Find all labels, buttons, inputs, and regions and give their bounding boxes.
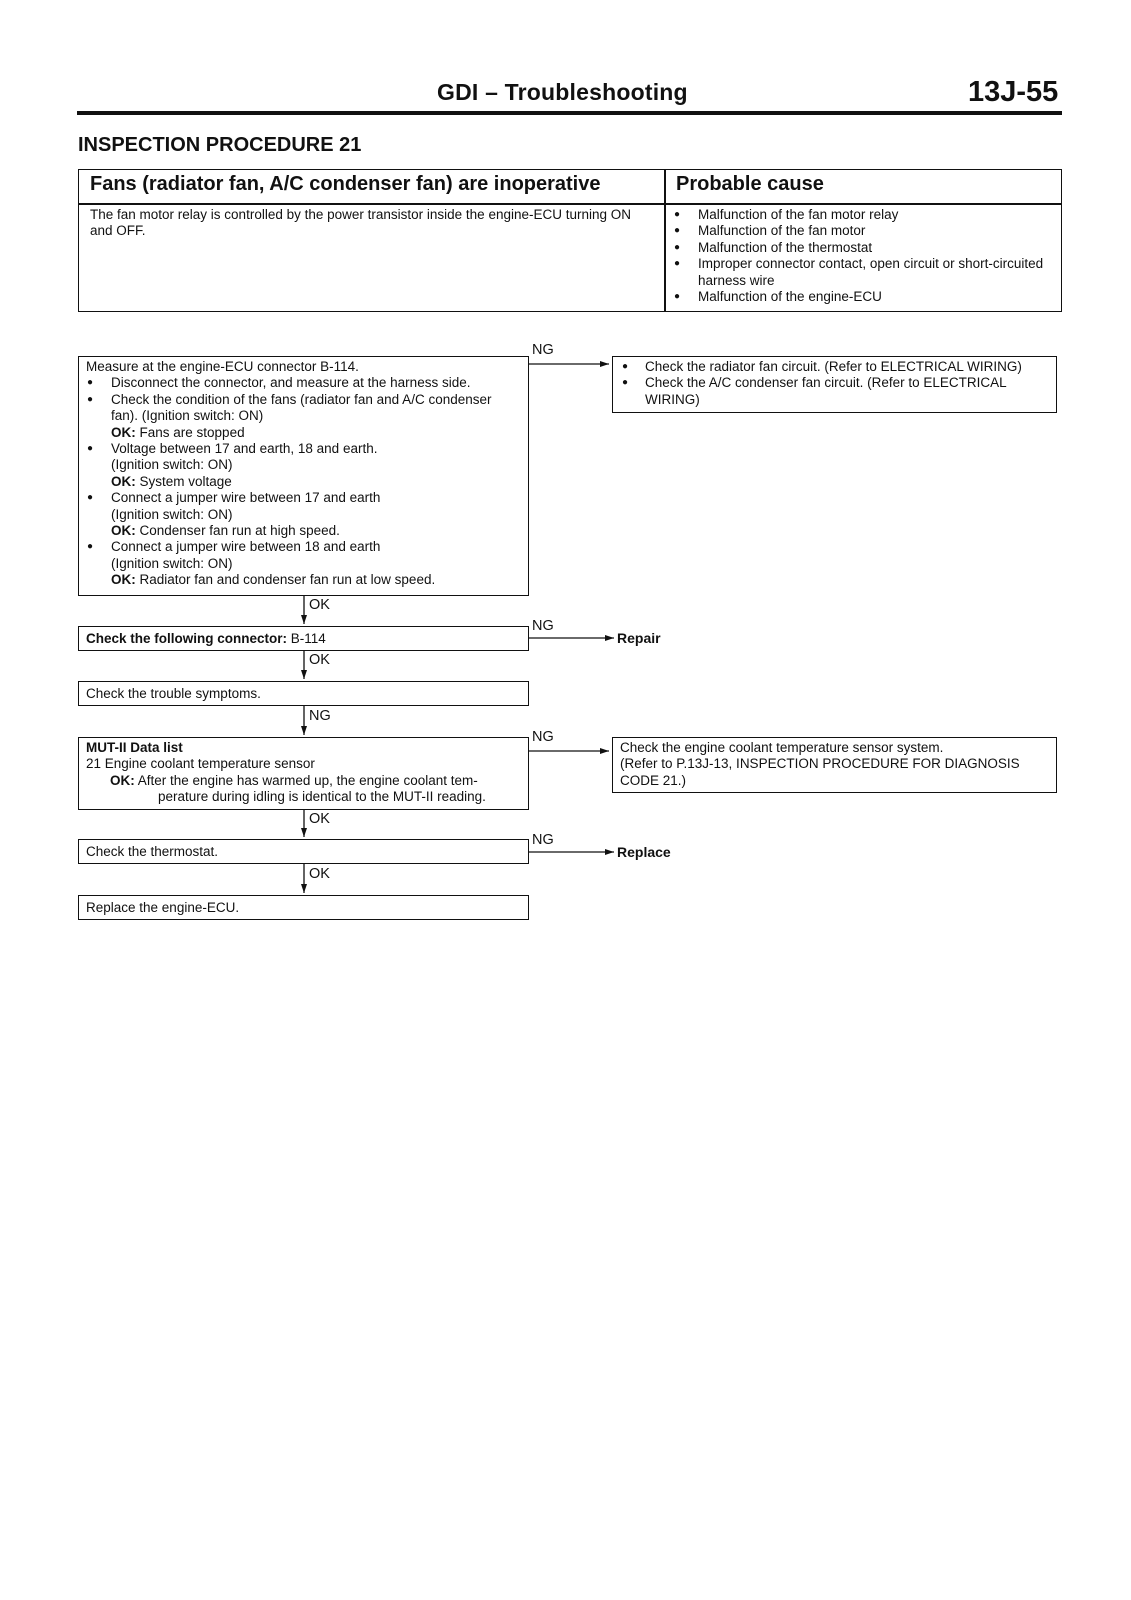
- step1-bullet-jumper-18: ● Connect a jumper wire between 18 and earth: [86, 539, 521, 555]
- ok-value: System voltage: [139, 473, 232, 489]
- ok-key: OK:: [110, 772, 135, 788]
- connector-id: B-114: [290, 631, 326, 646]
- cause-item: ● Malfunction of the engine-ECU: [672, 289, 1052, 305]
- step1-jumper17-condition: (Ignition switch: ON): [111, 506, 233, 522]
- step1-bullet-voltage: ● Voltage between 17 and earth, 18 and earth.: [86, 441, 521, 457]
- symptom-heading: Fans (radiator fan, A/C condenser fan) are inoperative: [90, 173, 601, 195]
- ok-value: Radiator fan and condenser fan run at low speed.: [139, 572, 436, 588]
- ok-key: OK:: [111, 473, 136, 489]
- step3-ng-label: NG: [309, 708, 331, 724]
- symptom-description: The fan motor relay is controlled by the power transistor inside the engine-ECU turning ON and OFF.: [90, 207, 632, 238]
- section-title: GDI – Troubleshooting: [437, 79, 688, 105]
- ok-key: OK:: [111, 424, 136, 440]
- cause-item: ● Malfunction of the fan motor: [672, 223, 1052, 239]
- ng-line: (Refer to P.13J-13, INSPECTION PROCEDURE FOR DIAGNOSIS: [620, 756, 1020, 772]
- step1-heading: Measure at the engine-ECU connector B-114.: [86, 359, 359, 374]
- step-check-symptoms: Check the trouble symptoms.: [78, 681, 529, 706]
- ng-item-radiator-circuit: ● Check the radiator fan circuit. (Refer to ELECTRICAL WIRING): [620, 359, 1049, 375]
- cause-item: ● Malfunction of the fan motor relay: [672, 207, 1052, 223]
- step-mut-data-list: [78, 737, 529, 810]
- step1-ok-low-speed: [86, 572, 521, 588]
- step-check-thermostat: Check the thermostat.: [78, 839, 529, 864]
- step4-ok-line1: [86, 773, 521, 789]
- cause-heading: Probable cause: [676, 173, 824, 195]
- cause-item: ● Improper connector contact, open circuit or short-circuited harness wire: [672, 256, 1052, 289]
- cause-item: ● Malfunction of the thermostat: [672, 240, 1052, 256]
- step4-ok-line2: perature during idling is identical to the MUT-II reading.: [158, 789, 486, 805]
- ng-line: CODE 21.): [620, 772, 687, 788]
- ok-value: Fans are stopped: [139, 424, 245, 440]
- procedure-title: INSPECTION PROCEDURE 21: [78, 134, 362, 156]
- step5-ok-label: OK: [309, 866, 330, 882]
- step4-heading: MUT-II Data list: [86, 740, 183, 755]
- ok-key: OK:: [111, 572, 136, 588]
- step2-ng-label: NG: [532, 618, 554, 634]
- ok-value: Condenser fan run at high speed.: [139, 523, 340, 539]
- step-check-connector: [78, 626, 529, 651]
- ok-key: OK:: [111, 523, 136, 539]
- ng-item-condenser-circuit: ● Check the A/C condenser fan circuit. (Refer to ELECTRICAL WIRING): [620, 375, 1049, 408]
- ng-line: Check the engine coolant temperature sensor system.: [620, 740, 944, 755]
- step4-ng-result-box: [612, 737, 1057, 793]
- step4-item: 21 Engine coolant temperature sensor: [86, 756, 315, 772]
- repair-action: Repair: [617, 630, 661, 646]
- step5-ng-label: NG: [532, 832, 554, 848]
- step1-bullet-disconnect: ● Disconnect the connector, and measure at the harness side.: [86, 375, 521, 391]
- ok-value: After the engine has warmed up, the engine coolant tem-: [137, 772, 478, 788]
- step1-ok-label: OK: [309, 597, 330, 613]
- step-replace-ecu: Replace the engine-ECU.: [78, 895, 529, 920]
- step1-voltage-condition: (Ignition switch: ON): [111, 457, 233, 473]
- step-measure-ecu-connector: [78, 356, 529, 596]
- step1-ok-fans: [86, 425, 521, 441]
- step1-ng-label: NG: [532, 342, 554, 358]
- step4-ng-label: NG: [532, 729, 554, 745]
- step1-ok-voltage: [86, 474, 521, 490]
- step2-label: Check the following connector:: [86, 631, 288, 646]
- step1-jumper18-condition: (Ignition switch: ON): [111, 555, 233, 571]
- step2-ok-label: OK: [309, 652, 330, 668]
- step1-bullet-fan-condition: ● Check the condition of the fans (radiator fan and A/C condenser fan). (Ignition switch: ON): [86, 392, 521, 425]
- step1-ng-result-box: [612, 356, 1057, 413]
- step1-ok-high-speed: [86, 523, 521, 539]
- page-number: 13J-55: [968, 76, 1059, 108]
- replace-action: Replace: [617, 844, 671, 860]
- step4-ok-label: OK: [309, 811, 330, 827]
- step1-bullet-jumper-17: ● Connect a jumper wire between 17 and earth: [86, 490, 521, 506]
